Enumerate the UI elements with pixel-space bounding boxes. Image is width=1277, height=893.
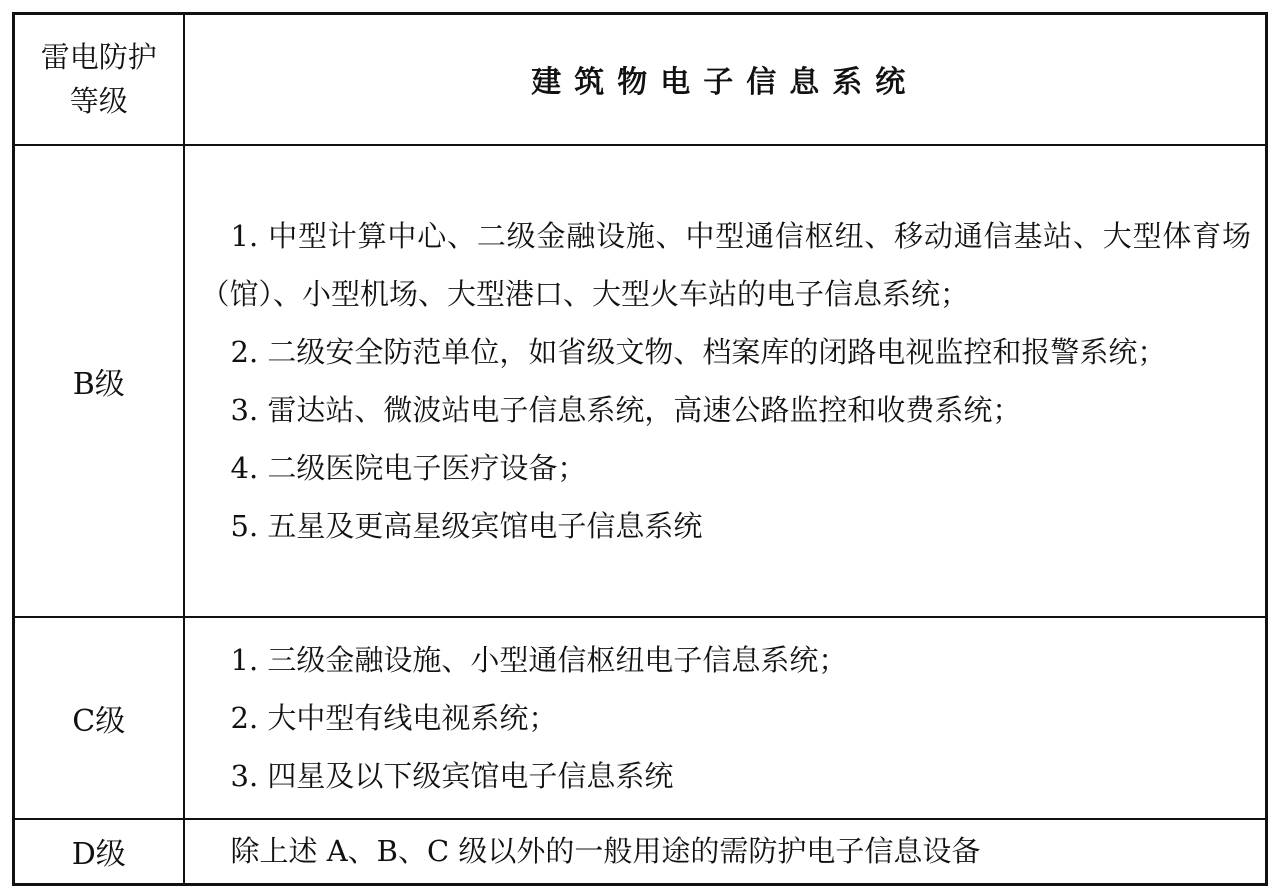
- table-row: [14, 819, 1267, 885]
- description-cell-b: [184, 145, 1267, 617]
- list-item: 1. 三级金融设施、小型通信枢纽电子信息系统；: [230, 642, 848, 677]
- header-level-line1: 雷电防护: [40, 40, 157, 75]
- list-item: 1. 中型计算中心、二级金融设施、中型通信枢纽、移动通信基站、大型体育场（馆）、小型机场、大型港口、大型火车站的电子信息系统；: [200, 218, 1251, 311]
- list-item: 5. 五星及更高星级宾馆电子信息系统: [230, 508, 703, 543]
- list-item: 2. 二级安全防范单位，如省级文物、档案库的闭路电视监控和报警系统；: [230, 334, 1167, 369]
- level-cell-b: B级: [14, 145, 184, 617]
- header-level-cell: [14, 14, 184, 145]
- table-row: [14, 145, 1267, 617]
- list-item: 4. 二级医院电子医疗设备；: [230, 450, 587, 485]
- lightning-protection-grade-table: [12, 12, 1268, 886]
- table-header-row: [14, 14, 1267, 145]
- list-item: 2. 大中型有线电视系统；: [230, 700, 558, 735]
- level-cell-d: D级: [14, 819, 184, 885]
- list-item: 除上述 A、B、C 级以外的一般用途的需防护电子信息设备: [230, 834, 981, 869]
- level-cell-c: C级: [14, 617, 184, 819]
- header-level-line2: 等级: [69, 84, 128, 119]
- description-cell-c: [184, 617, 1267, 819]
- description-cell-d: [184, 819, 1267, 885]
- list-item: 3. 雷达站、微波站电子信息系统，高速公路监控和收费系统；: [230, 392, 1022, 427]
- list-item: 3. 四星及以下级宾馆电子信息系统: [230, 758, 674, 793]
- header-description-cell: 建筑物电子信息系统: [184, 14, 1267, 145]
- table-row: [14, 617, 1267, 819]
